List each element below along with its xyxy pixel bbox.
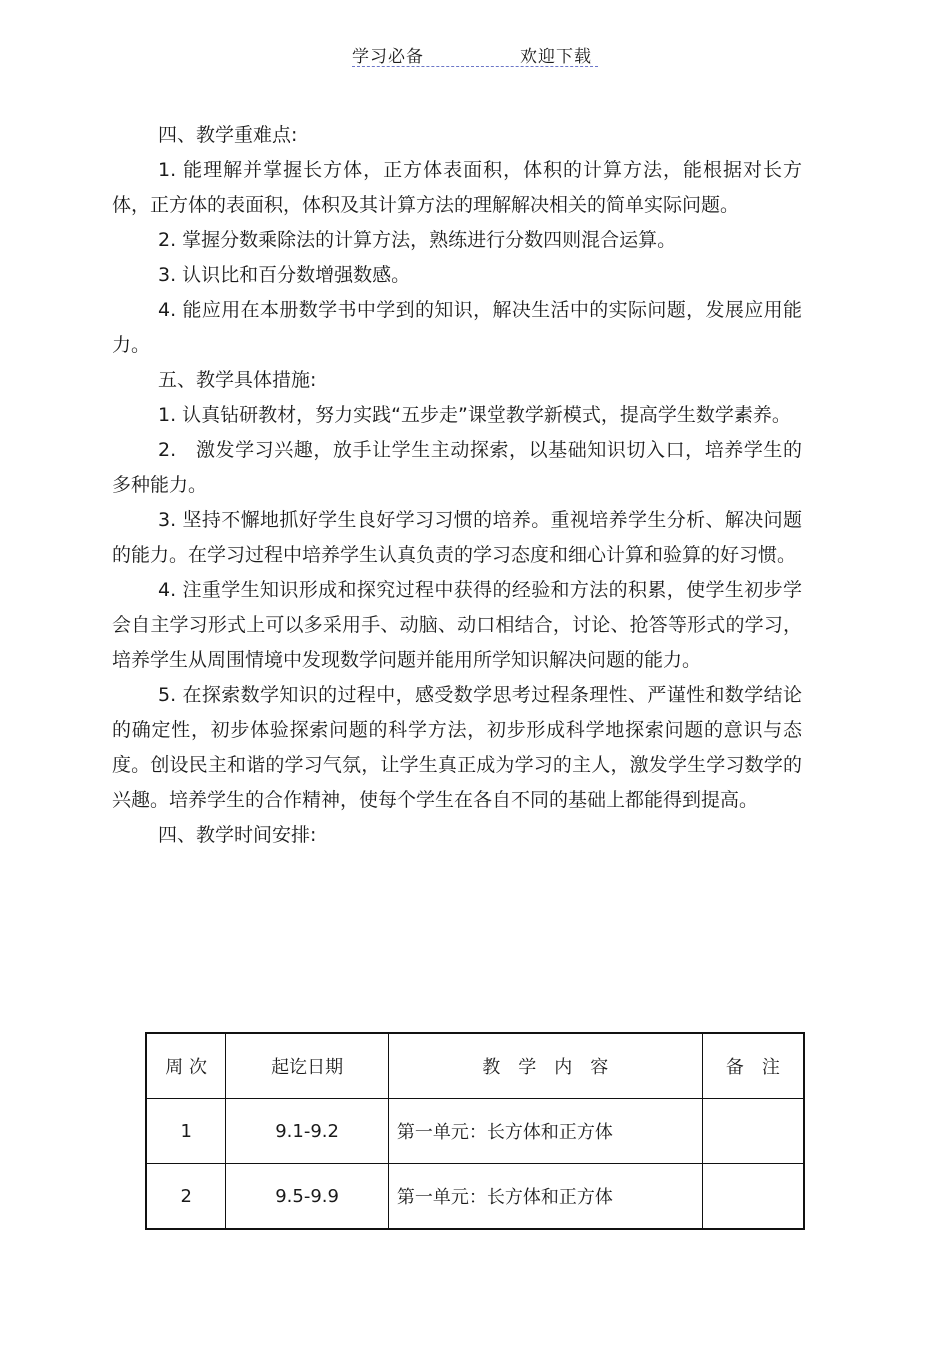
table-row [146, 1164, 804, 1230]
header-right-text: 欢迎下载 [520, 47, 592, 67]
cell-content: 第一单元：长方体和正方体 [388, 1164, 702, 1230]
cell-week: 1 [146, 1099, 226, 1164]
paragraph-measure-5: 5. 在探索数学知识的过程中，感受数学思考过程条理性、严谨性和数学结论的确定性，初步体验探索问题的科学方法，初步形成科学地探索问题的意识与态度。创设民主和谐的学习气氛，让学生真正成为学习的主人，激发学生学习数学的兴趣。培养学生的合作精神，使每个学生在各自不同的基础上都能得到提高。 [112, 684, 802, 811]
cell-dates: 9.1-9.2 [226, 1099, 388, 1164]
header-dates: 起讫日期 [226, 1033, 388, 1099]
cell-notes [702, 1164, 804, 1230]
table-row [146, 1099, 804, 1164]
section-heading-key-points: 四、教学重难点: [158, 124, 298, 146]
header-left-text: 学习必备 [352, 47, 424, 67]
cell-notes [702, 1099, 804, 1164]
paragraph-measure-1: 1. 认真钻研教材，努力实践“五步走”课堂教学新模式，提高学生数学素养。 [158, 404, 791, 426]
header-week: 周 次 [146, 1033, 226, 1099]
cell-week: 2 [146, 1164, 226, 1230]
paragraph-point-4: 4. 能应用在本册数学书中学到的知识，解决生活中的实际问题，发展应用能力。 [112, 299, 802, 356]
paragraph-point-3: 3. 认识比和百分数增强数感。 [158, 264, 411, 286]
document-body [112, 118, 802, 853]
header-content: 教 学 内 容 [388, 1033, 702, 1099]
table-header-row [146, 1033, 804, 1099]
cell-content: 第一单元：长方体和正方体 [388, 1099, 702, 1164]
paragraph-measure-3: 3. 坚持不懈地抓好学生良好学习习惯的培养。重视培养学生分析、解决问题的能力。在学习过程中培养学生认真负责的学习态度和细心计算和验算的好习惯。 [112, 509, 802, 566]
schedule-table [145, 1032, 805, 1230]
paragraph-measure-2: 2. 激发学习兴趣，放手让学生主动探索，以基础知识切入口，培养学生的多种能力。 [112, 439, 802, 496]
section-heading-schedule: 四、教学时间安排: [158, 824, 317, 846]
paragraph-measure-4: 4. 注重学生知识形成和探究过程中获得的经验和方法的积累，使学生初步学会自主学习形式上可以多采用手、动脑、动口相结合，讨论、抢答等形式的学习，培养学生从周围情境中发现数学问题并能用所学知识解决问题的能力。 [112, 579, 802, 671]
section-heading-measures: 五、教学具体措施: [158, 369, 317, 391]
header-notes: 备 注 [702, 1033, 804, 1099]
page-header [352, 40, 598, 67]
paragraph-point-2: 2. 掌握分数乘除法的计算方法，熟练进行分数四则混合运算。 [158, 229, 677, 251]
paragraph-point-1: 1. 能理解并掌握长方体，正方体表面积，体积的计算方法，能根据对长方体，正方体的表面积，体积及其计算方法的理解解决相关的简单实际问题。 [112, 159, 802, 216]
cell-dates: 9.5-9.9 [226, 1164, 388, 1230]
